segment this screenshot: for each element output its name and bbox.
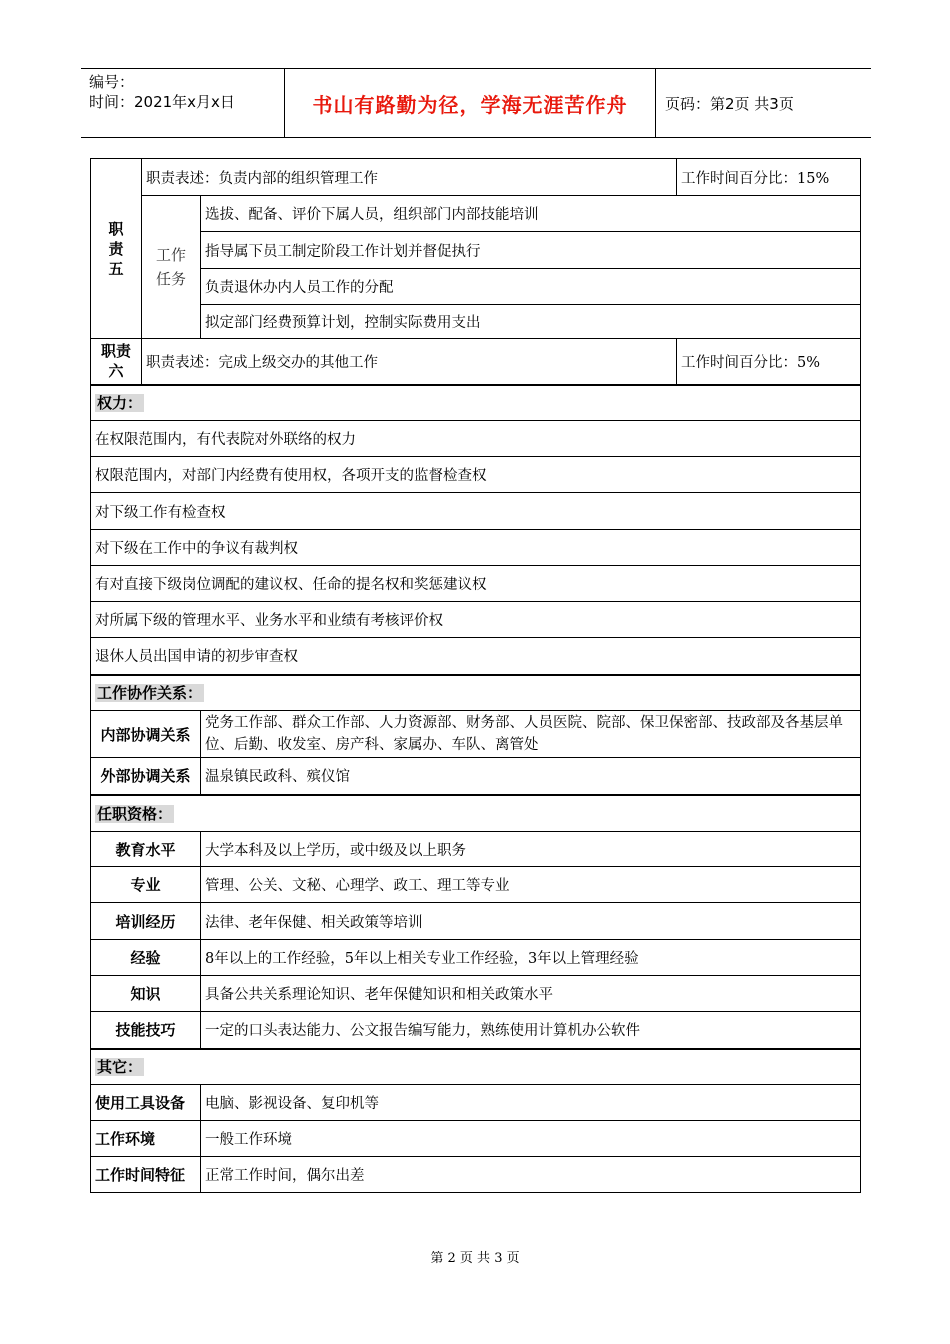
cooperation-title: 工作协作关系：: [91, 675, 861, 711]
external-coordination-label: 外部协调关系: [91, 758, 201, 795]
qualification-label: 经验: [91, 940, 201, 976]
header-meta: [89, 72, 235, 112]
duty5-task: 指导属下员工制定阶段工作计划并督促执行: [201, 232, 861, 269]
other-value: 电脑、影视设备、复印机等: [201, 1085, 861, 1121]
other-title: 其它：: [91, 1049, 861, 1085]
date-label: 时间：2021年x月x日: [89, 93, 235, 111]
qualification-value: 8年以上的工作经验，5年以上相关专业工作经验，3年以上管理经验: [201, 940, 861, 976]
number-label: 编号：: [89, 73, 135, 91]
duty5-task: 负责退休办内人员工作的分配: [201, 269, 861, 305]
authority-item: 对下级工作有检查权: [91, 493, 861, 530]
qualification-label: 知识: [91, 976, 201, 1012]
qualification-title: 任职资格：: [91, 795, 861, 832]
qualification-value: 具备公共关系理论知识、老年保健知识和相关政策水平: [201, 976, 861, 1012]
other-value: 一般工作环境: [201, 1121, 861, 1157]
qualification-label: 教育水平: [91, 832, 201, 867]
authority-item: 权限范围内，对部门内经费有使用权，各项开支的监督检查权: [91, 457, 861, 493]
other-value: 正常工作时间，偶尔出差: [201, 1157, 861, 1193]
duty5-task: 选拔、配备、评价下属人员，组织部门内部技能培训: [201, 196, 861, 232]
internal-coordination-label: 内部协调关系: [91, 711, 201, 758]
page-footer: 第 2 页 共 3 页: [430, 1251, 520, 1266]
duty5-summary: 职责表述：负责内部的组织管理工作: [142, 159, 677, 196]
other-label: 工作环境: [91, 1121, 201, 1157]
qualification-label: 专业: [91, 867, 201, 903]
other-label: 工作时间特征: [91, 1157, 201, 1193]
other-label: 使用工具设备: [91, 1085, 201, 1121]
qualification-label: 技能技巧: [91, 1012, 201, 1049]
qualification-value: 法律、老年保健、相关政策等培训: [201, 903, 861, 940]
header-page-label: 页码：第2页 共3页: [665, 94, 794, 113]
duty5-task-label: 工作任务: [142, 196, 201, 339]
authority-item: 对所属下级的管理水平、业务水平和业绩有考核评价权: [91, 602, 861, 638]
duty5-percent: 工作时间百分比：15%: [677, 159, 861, 196]
qualification-value: 大学本科及以上学历，或中级及以上职务: [201, 832, 861, 867]
qualification-label: 培训经历: [91, 903, 201, 940]
qualification-value: 管理、公关、文秘、心理学、政工、理工等专业: [201, 867, 861, 903]
duty6-summary: 职责表述：完成上级交办的其他工作: [142, 339, 677, 385]
authority-item: 退休人员出国申请的初步审查权: [91, 638, 861, 675]
duty5-task: 拟定部门经费预算计划，控制实际费用支出: [201, 305, 861, 339]
job-description-table: [90, 158, 861, 1193]
authority-item: 有对直接下级岗位调配的建议权、任命的提名权和奖惩建议权: [91, 566, 861, 602]
duty6-label: 职责六: [91, 339, 142, 385]
duty6-percent: 工作时间百分比：5%: [677, 339, 861, 385]
page-header: [81, 68, 871, 138]
duty5-label: 职责五: [91, 159, 142, 339]
qualification-value: 一定的口头表达能力、公文报告编写能力，熟练使用计算机办公软件: [201, 1012, 861, 1049]
header-divider: [655, 69, 656, 137]
authority-title: 权力：: [91, 385, 861, 421]
internal-coordination-value: 党务工作部、群众工作部、人力资源部、财务部、人员医院、院部、保卫保密部、技政部及各基层单位、后勤、收发室、房产科、家属办、车队、离管处: [201, 711, 861, 758]
authority-item: 对下级在工作中的争议有裁判权: [91, 530, 861, 566]
header-motto: 书山有路勤为径，学海无涯苦作舟: [312, 92, 628, 117]
authority-item: 在权限范围内，有代表院对外联络的权力: [91, 421, 861, 457]
external-coordination-value: 温泉镇民政科、殡仪馆: [201, 758, 861, 795]
